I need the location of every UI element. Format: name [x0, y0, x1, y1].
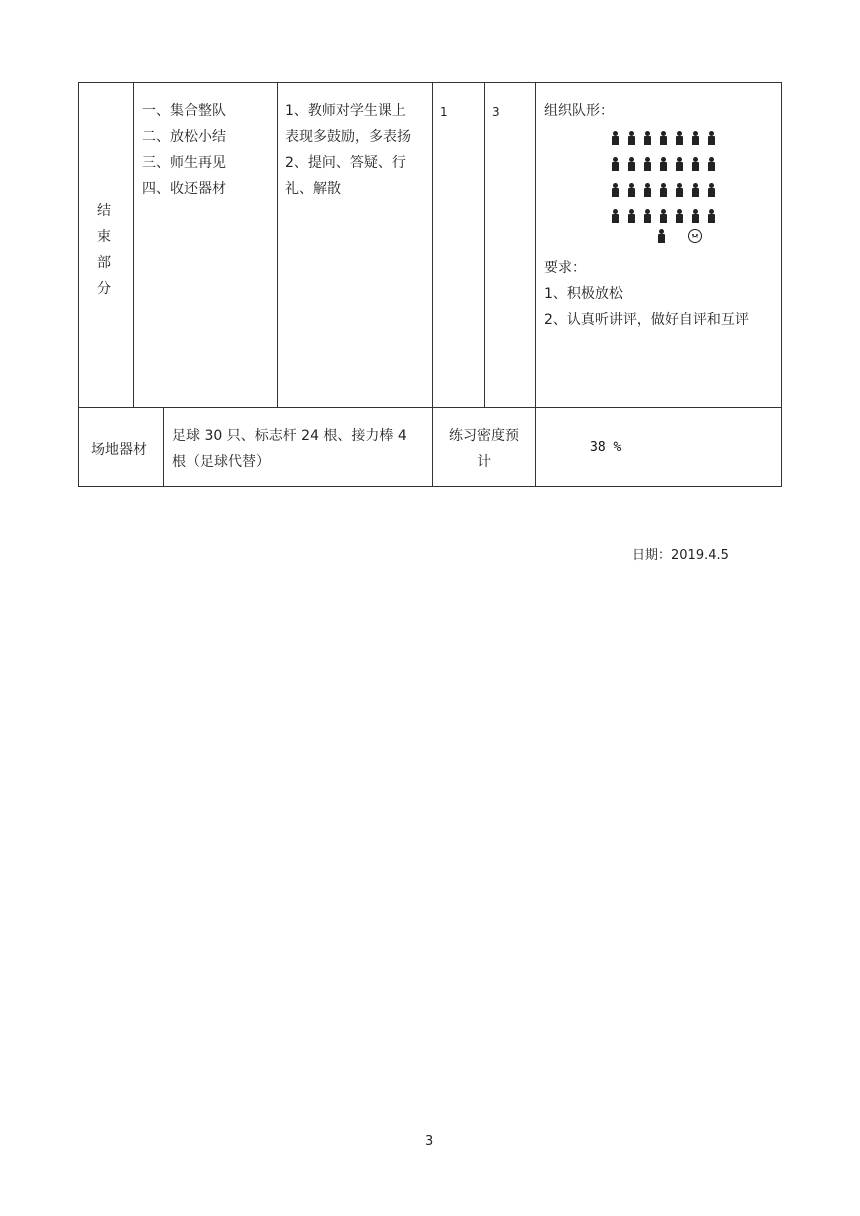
- list-item: 一、集合整队: [142, 103, 226, 119]
- student-figure-icon: [626, 157, 636, 171]
- text-line: 计: [477, 454, 491, 470]
- formation-row: [604, 125, 734, 151]
- student-figure-icon: [706, 183, 716, 197]
- requirements-title: 要求：: [544, 260, 586, 276]
- section-label-char: 结: [97, 203, 111, 219]
- student-figure-icon: [610, 209, 620, 223]
- student-figure-icon: [642, 209, 652, 223]
- student-figure-icon: [626, 209, 636, 223]
- student-figure-icon: [706, 131, 716, 145]
- table-border-top: [78, 82, 782, 83]
- list-item: 二、放松小结: [142, 129, 226, 145]
- section-label-char: 分: [97, 281, 111, 297]
- content-list: [142, 98, 226, 202]
- student-figure-icon: [706, 209, 716, 223]
- table-col-divider: [535, 82, 536, 487]
- page-number: 3: [425, 1134, 434, 1149]
- text-line: 足球 30 只、标志杆 24 根、接力棒 4: [172, 428, 407, 444]
- date: 日期：2019.4.5: [632, 548, 729, 563]
- student-figure-icon: [674, 131, 684, 145]
- text-line: 练习密度预: [449, 428, 519, 444]
- formation-row: [604, 203, 734, 229]
- time-value: 3: [492, 105, 500, 119]
- teaching-methods: [285, 98, 411, 202]
- student-figure-icon: [658, 157, 668, 171]
- student-figure-icon: [642, 183, 652, 197]
- text-line: 表现多鼓励，多表扬: [285, 129, 411, 145]
- student-figure-icon: [674, 209, 684, 223]
- equipment-label: 场地器材: [91, 442, 147, 458]
- student-figure-icon: [642, 157, 652, 171]
- teacher-figure-icon: [656, 229, 666, 243]
- student-figure-icon: [610, 131, 620, 145]
- text-line: 1、教师对学生课上: [285, 103, 406, 119]
- count-value: 1: [440, 105, 448, 119]
- density-value: 38 %: [590, 440, 622, 455]
- list-item: 2、认真听讲评，做好自评和互评: [544, 312, 749, 328]
- text-line: 礼、解散: [285, 181, 341, 197]
- section-label-char: 部: [97, 255, 111, 271]
- student-figure-icon: [690, 157, 700, 171]
- table-border-bottom: [78, 486, 782, 487]
- formation-title: 组织队形：: [544, 103, 614, 119]
- section-label-char: 束: [97, 229, 111, 245]
- sad-face-icon: [688, 229, 702, 243]
- table-col-divider: [484, 82, 485, 407]
- student-figure-icon: [610, 157, 620, 171]
- student-figure-icon: [626, 131, 636, 145]
- student-figure-icon: [658, 183, 668, 197]
- teacher-row: [656, 229, 702, 243]
- table-col-divider: [163, 407, 164, 486]
- student-figure-icon: [690, 209, 700, 223]
- equipment-value: [172, 423, 407, 475]
- student-figure-icon: [674, 183, 684, 197]
- table-border-left: [78, 82, 79, 487]
- text-line: 2、提问、答疑、行: [285, 155, 406, 171]
- list-item: 1、积极放松: [544, 286, 623, 302]
- student-figure-icon: [690, 131, 700, 145]
- text-line: 根（足球代替）: [172, 454, 270, 470]
- list-item: 三、师生再见: [142, 155, 226, 171]
- student-figure-icon: [642, 131, 652, 145]
- formation-row: [604, 177, 734, 203]
- student-figure-icon: [658, 131, 668, 145]
- student-figure-icon: [706, 157, 716, 171]
- table-col-divider: [133, 82, 134, 407]
- student-figure-icon: [690, 183, 700, 197]
- formation-row: [604, 151, 734, 177]
- table-col-divider: [277, 82, 278, 407]
- formation-diagram: [604, 125, 734, 229]
- student-figure-icon: [626, 183, 636, 197]
- list-item: 四、收还器材: [142, 181, 226, 197]
- section-label: [94, 198, 114, 302]
- student-figure-icon: [658, 209, 668, 223]
- student-figure-icon: [610, 183, 620, 197]
- density-label: [433, 423, 535, 475]
- table-row-divider: [78, 407, 782, 408]
- table-border-right: [781, 82, 782, 487]
- requirements-list: [544, 281, 749, 333]
- student-figure-icon: [674, 157, 684, 171]
